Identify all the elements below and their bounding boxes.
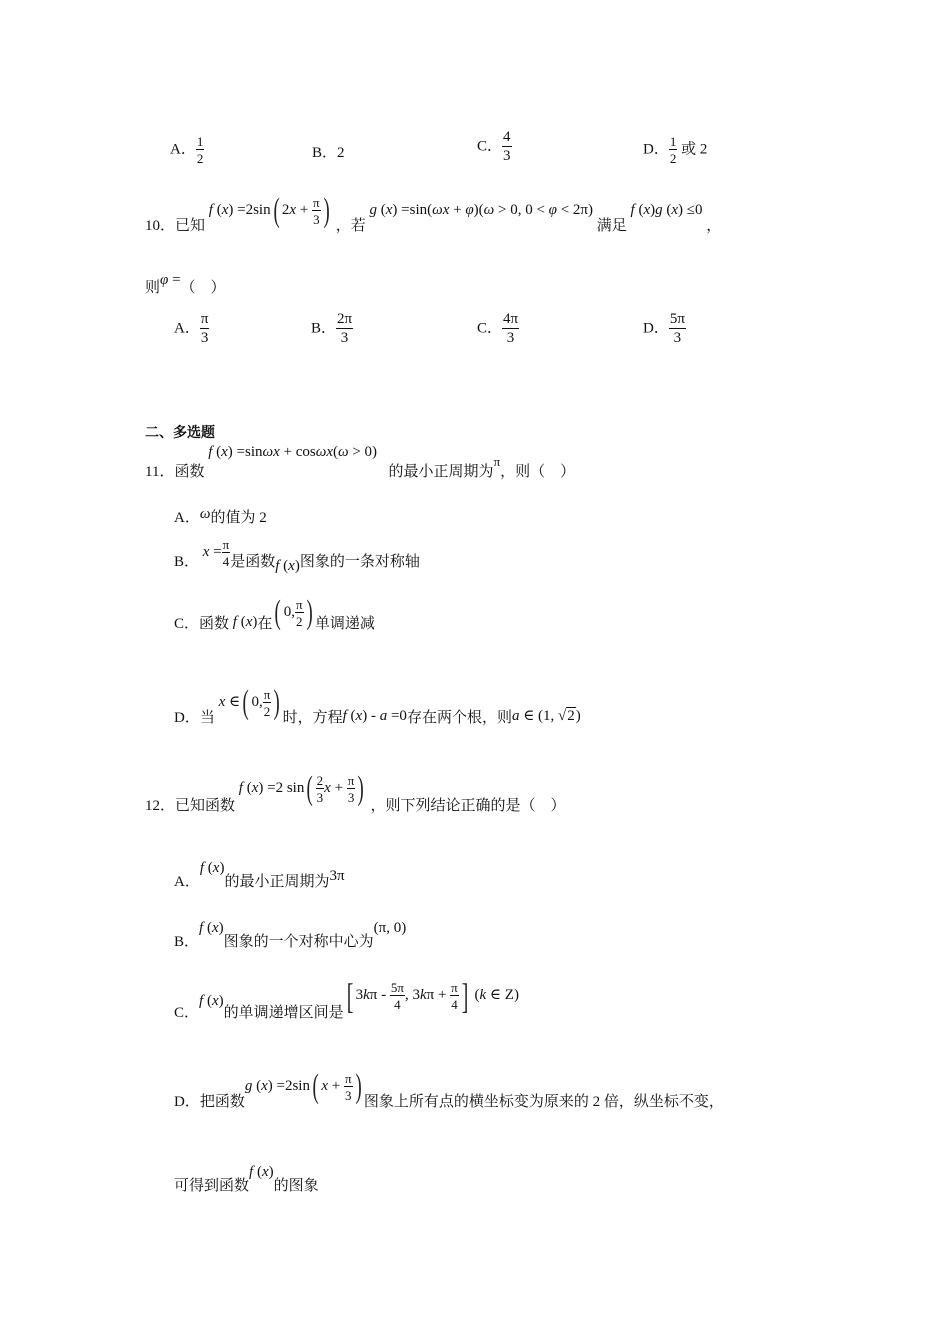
q11-option-a[interactable]: A．ω的值为 2 — [174, 506, 267, 526]
q12-b-fx: f (x) — [199, 920, 224, 936]
phi-symbol: φ — [160, 272, 169, 288]
q12-option-d-continued: 可得到函数f (x)的图象 — [174, 1164, 319, 1194]
fraction-one-half: $\frac{1}{2}$ — [196, 134, 204, 166]
q12-c-interval: [ 3kπ - $\frac{5\pi}{4}$ , 3kπ + $\frac{\pi}{4}$ ] (k ∈ Z) — [346, 976, 519, 1016]
section-title: 二、多选题 — [145, 425, 215, 441]
q10-g-formula: g (x) =sin(ωx + φ)(ω > 0, 0 < φ < 2π) — [369, 202, 597, 219]
q12-d-g-formula: g (x) =2sin( x + $\frac{\pi}{3}$ ) — [244, 1068, 362, 1105]
q12-option-d[interactable]: D．把函数g (x) =2sin( x + $\frac{\pi}{3}$ ) 图象上所有点的横坐标变为原来的 2 倍，纵坐标不变， — [174, 1068, 724, 1111]
fraction-one-half: $\frac{1}{2}$ — [669, 134, 677, 166]
q12-a-fx: f (x) — [199, 860, 225, 876]
q12-option-b[interactable]: B．f (x)图象的一个对称中心为(π, 0) — [174, 920, 407, 950]
q11-c-interval: ( 0, $\frac{\pi}{2}$ ) — [274, 594, 313, 631]
q10-stem: 10．已知 f (x) =2sin( 2x + $\frac{\pi}{3}$ ) ，若 g (x) =sin(ωx + φ)(ω > 0, 0 < φ < 2π) 满足 f (x)g (x) ≤0 ， — [145, 192, 722, 235]
q10-option-c[interactable]: C． $\frac{4\pi}{3}$ — [477, 311, 519, 346]
fraction-5pi-over-3: $\frac{5\pi}{3}$ — [669, 311, 685, 346]
q9-option-a[interactable]: A． $\frac{1}{2}$ — [170, 134, 204, 166]
q10-option-b[interactable]: B． $\frac{2\pi}{3}$ — [311, 311, 353, 346]
q12-option-c[interactable]: C．f (x)的单调递增区间是[ 3kπ - $\frac{5\pi}{4}$ , 3kπ + $\frac{\pi}{4}$ ] (k ∈ Z) — [174, 976, 519, 1022]
pi-symbol: π — [493, 454, 501, 469]
q10-condition: f (x)g (x) ≤0 — [630, 202, 707, 219]
q9-option-c[interactable]: C． $\frac{4}{3}$ — [477, 129, 511, 164]
q11-stem: 11．函数 f (x) =sinωx + cosωx(ω > 0) 的最小正周期为π，则（ ） — [145, 444, 576, 480]
fraction-four-thirds: $\frac{4}{3}$ — [503, 129, 511, 164]
q11-option-c[interactable]: C．函数 f (x)在( 0, $\frac{\pi}{2}$ ) 单调递减 — [174, 594, 375, 633]
q9-option-d[interactable]: D． $\frac{1}{2}$ 或 2 — [643, 134, 708, 166]
q10-option-a[interactable]: A． $\frac{\pi}{3}$ — [174, 311, 209, 346]
q11-d-equation: f (x) - a =0 — [342, 708, 407, 725]
q12-stem: 12．已知函数 f (x) =2 sin( $\frac{2}{3}$ x + $\frac{\pi}{3}$ ) ，则下列结论正确的是（ ） — [145, 770, 566, 815]
q12-b-point: (π, 0) — [373, 920, 407, 936]
fraction-2pi-over-3: $\frac{2\pi}{3}$ — [337, 311, 353, 346]
q12-a-period: 3π — [329, 868, 345, 884]
q12-formula: f (x) =2 sin( $\frac{2}{3}$ x + $\frac{\pi}{3}$ ) — [238, 770, 365, 807]
q12-option-a[interactable]: A．f (x)的最小正周期为3π — [174, 860, 345, 890]
q11-c-fx: f (x) — [232, 614, 258, 631]
q10-question-line: 则φ =（ ） — [145, 272, 226, 296]
q11-d-interval: x ∈( 0, $\frac{\pi}{2}$ ) — [218, 684, 281, 721]
q12-c-fx: f (x) — [199, 993, 224, 1010]
q12-d-fx: f (x) — [249, 1164, 274, 1180]
q11-formula: f (x) =sinωx + cosωx(ω > 0) — [208, 444, 381, 460]
q10-option-d[interactable]: D． $\frac{5\pi}{3}$ — [643, 311, 685, 346]
omega-symbol: ω — [199, 506, 211, 522]
q11-b-fx: f (x) — [275, 558, 300, 575]
q11-b-axis-formula: x = $\frac{\pi}{4}$ — [202, 537, 230, 569]
fraction-4pi-over-3: $\frac{4\pi}{3}$ — [503, 311, 519, 346]
q11-option-b[interactable]: B． x = $\frac{\pi}{4}$ 是函数f (x)图象的一条对称轴 — [174, 537, 420, 575]
q11-d-range: a ∈ (1, √2) — [511, 708, 581, 725]
fraction-pi-over-3: $\frac{\pi}{3}$ — [200, 311, 209, 346]
q9-option-b[interactable]: B．2 — [312, 145, 345, 161]
q11-option-d[interactable]: D．当 x ∈( 0, $\frac{\pi}{2}$ ) 时，方程f (x) - a =0存在两个根，则a ∈ (1, √2) — [174, 684, 581, 727]
q10-f-formula: f (x) =2sin( 2x + $\frac{\pi}{3}$ ) — [208, 192, 330, 229]
